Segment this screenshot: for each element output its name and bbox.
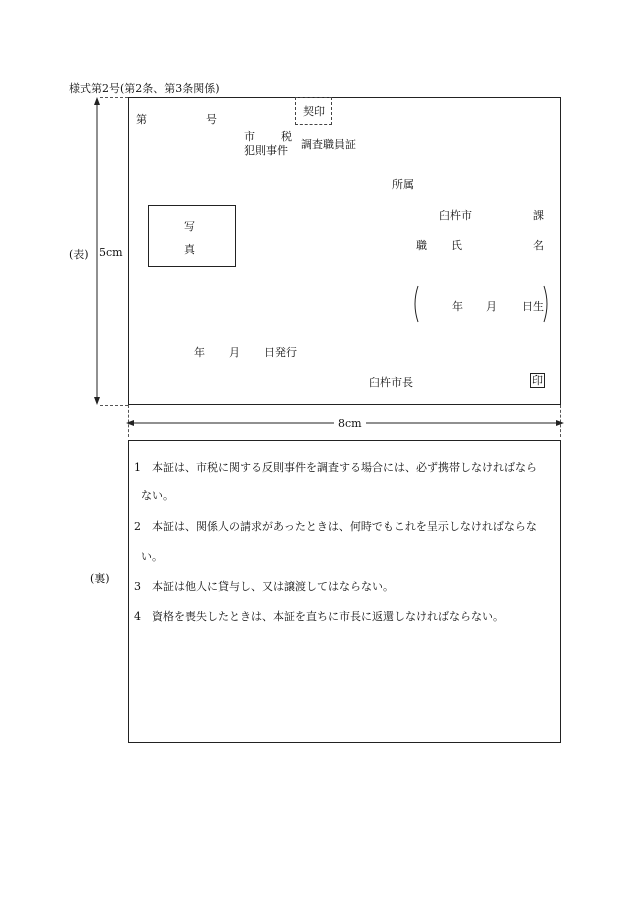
note-2-line-1: 2 本証は、関係人の請求があったときは、何時でもこれを呈示しなければならな bbox=[134, 520, 537, 533]
front-label: (表) bbox=[69, 248, 89, 261]
department-suffix: 課 bbox=[533, 209, 544, 222]
width-dimension-label: 8cm bbox=[334, 417, 366, 430]
mayor-label: 臼杵市長 bbox=[369, 376, 413, 389]
dimension-guide-bottom bbox=[100, 405, 128, 406]
position-label: 職 bbox=[416, 239, 427, 252]
dimension-guide-top bbox=[100, 97, 128, 98]
photo-frame bbox=[148, 205, 236, 267]
issue-month: 月 bbox=[229, 346, 240, 359]
birth-day: 日生 bbox=[522, 300, 544, 313]
number-suffix: 号 bbox=[206, 113, 217, 126]
birth-month: 月 bbox=[486, 300, 497, 313]
name-label-2: 名 bbox=[533, 239, 544, 252]
number-prefix: 第 bbox=[136, 113, 147, 126]
note-4: 4 資格を喪失したときは、本証を直ちに市長に返還しなければならない。 bbox=[134, 610, 504, 623]
affiliation-label: 所属 bbox=[392, 178, 414, 191]
note-1-line-2: ない。 bbox=[141, 489, 174, 502]
issue-year: 年 bbox=[194, 346, 205, 359]
tally-seal-label: 契印 bbox=[303, 105, 325, 118]
issue-day: 日発行 bbox=[264, 346, 297, 359]
department-city: 臼杵市 bbox=[439, 209, 472, 222]
photo-label-1: 写 bbox=[184, 220, 195, 233]
title-city: 市 bbox=[244, 130, 255, 143]
note-1-line-1: 1 本証は、市税に関する反則事件を調査する場合には、必ず携帯しなければなら bbox=[134, 461, 537, 474]
back-label: (裏) bbox=[90, 572, 110, 585]
name-label-1: 氏 bbox=[451, 239, 462, 252]
title-case: 犯則事件 bbox=[244, 144, 288, 157]
height-dimension-label: 5cm bbox=[99, 246, 123, 259]
photo-label-2: 真 bbox=[184, 243, 195, 256]
note-3: 3 本証は他人に貸与し、又は譲渡してはならない。 bbox=[134, 580, 394, 593]
note-2-line-2: い。 bbox=[141, 550, 163, 563]
title-tax: 税 bbox=[281, 130, 292, 143]
birth-year: 年 bbox=[452, 300, 463, 313]
card-title: 調査職員証 bbox=[301, 138, 356, 151]
official-stamp: 印 bbox=[532, 374, 543, 387]
form-label: 様式第2号(第2条、第3条関係) bbox=[69, 82, 220, 95]
